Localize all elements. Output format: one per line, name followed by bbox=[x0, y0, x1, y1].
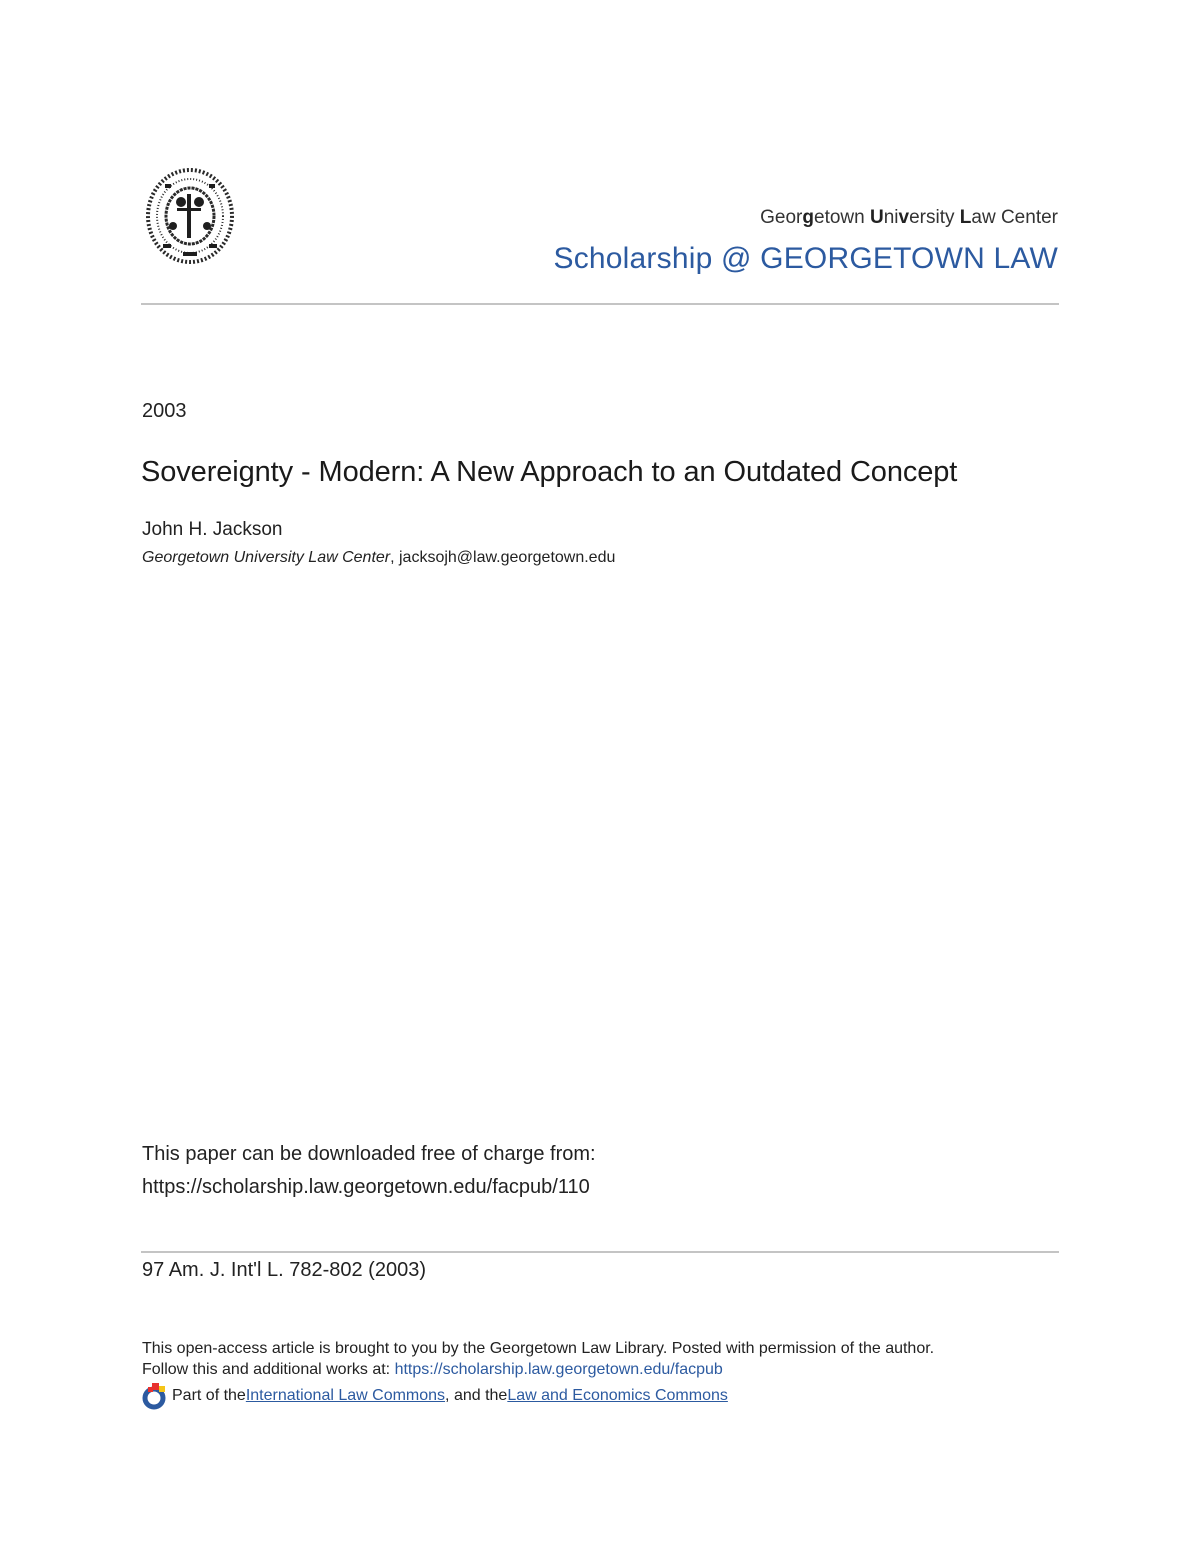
institution-name: Georgetown University Law Center bbox=[760, 207, 1058, 228]
commons-joiner: , and the bbox=[445, 1387, 508, 1404]
follow-line bbox=[142, 1359, 934, 1380]
author-name: John H. Jackson bbox=[142, 519, 283, 540]
georgetown-seal-logo bbox=[143, 164, 237, 272]
citation: 97 Am. J. Int'l L. 782-802 (2003) bbox=[142, 1259, 426, 1281]
affiliation-name: Georgetown University Law Center bbox=[142, 549, 391, 566]
author-affiliation: Georgetown University Law Center, jacksojh@law.georgetown.edu bbox=[142, 549, 616, 566]
repository-name: Scholarship @ GEORGETOWN LAW bbox=[553, 242, 1058, 275]
follow-prefix: Follow this and additional works at: bbox=[142, 1361, 395, 1378]
paper-title: Sovereignty - Modern: A New Approach to an Outdated Concept bbox=[141, 456, 958, 488]
commons-line bbox=[142, 1382, 728, 1410]
download-text: This paper can be downloaded free of charge from: bbox=[142, 1143, 596, 1165]
part-of-prefix: Part of the bbox=[172, 1387, 246, 1404]
footer-notice bbox=[142, 1338, 934, 1380]
footer-divider bbox=[141, 1251, 1059, 1253]
author-email[interactable]: jacksojh@law.georgetown.edu bbox=[399, 549, 616, 566]
open-access-text: This open-access article is brought to you by the Georgetown Law Library. Posted with permission of the author. bbox=[142, 1340, 935, 1357]
download-notice bbox=[142, 1138, 596, 1204]
header-divider bbox=[141, 303, 1059, 305]
header-branding bbox=[554, 206, 1059, 276]
publication-year: 2003 bbox=[142, 400, 187, 422]
international-law-commons-link[interactable]: International Law Commons bbox=[245, 1387, 446, 1404]
facpub-link[interactable]: https://scholarship.law.georgetown.edu/facpub bbox=[394, 1361, 723, 1378]
bepress-commons-icon bbox=[142, 1382, 168, 1410]
download-url[interactable]: https://scholarship.law.georgetown.edu/facpub/110 bbox=[142, 1176, 590, 1198]
law-economics-commons-link[interactable]: Law and Economics Commons bbox=[507, 1387, 728, 1404]
